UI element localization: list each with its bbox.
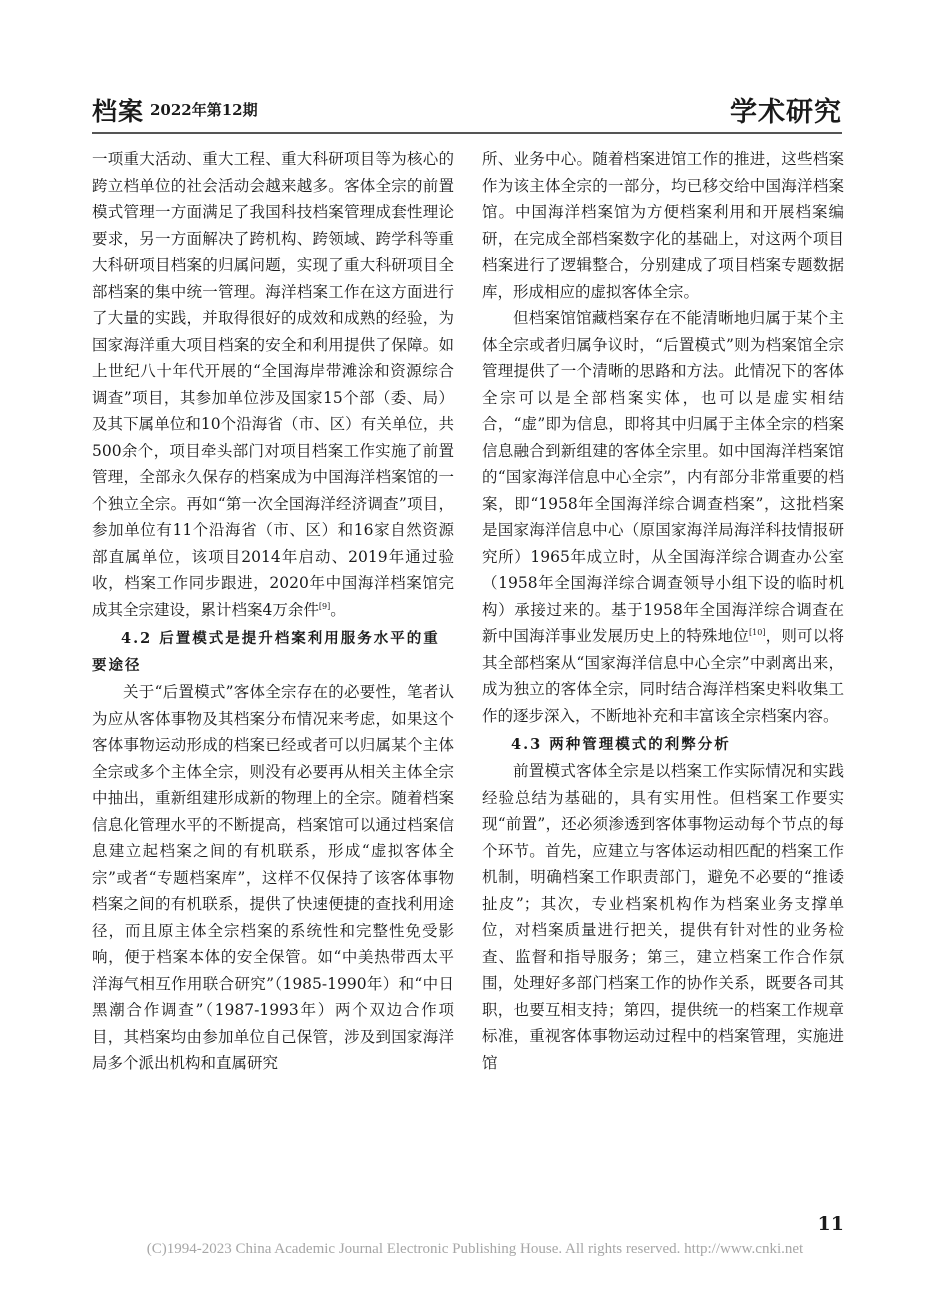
right-column bbox=[482, 146, 844, 1076]
left-column bbox=[92, 146, 454, 1077]
section-title: 学术研究 bbox=[730, 97, 842, 128]
paragraph: 关于“后置模式”客体全宗存在的必要性，笔者认为应从客体事物及其档案分布情况来考虑，如果这个客体事物运动形成的档案已经或者可以归属某个主体全宗或多个主体全宗，则没有必要再从相关主体全宗中抽出，重新组建形成新的物理上的全宗。随着档案信息化管理水平的不断提高，档案馆可以通过档案信息建立起档案之间的有机联系，形成“虚拟客体全宗”或者“专题档案库”，这样不仅保持了该客体事物档案之间的有机联系，提供了快速便捷的查找利用途径，而且原主体全宗档案的系统性和完整性免受影响，便于档案本体的安全保管。如“中美热带西太平洋海气相互作用联合研究”（1985-1990年）和“中日黑潮合作调查”（1987-1993年）两个双边合作项目，其档案均由参加单位自己保管，涉及到国家海洋局多个派出机构和直属研究 bbox=[92, 683, 454, 1072]
header-divider bbox=[92, 132, 842, 134]
section-heading-4-2: 4.2 后置模式是提升档案利用服务水平的重要途径 bbox=[92, 630, 440, 674]
page-number: 11 bbox=[817, 1213, 844, 1235]
issue-label: 2022年第12期 bbox=[150, 101, 258, 119]
paragraph: 一项重大活动、重大工程、重大科研项目等为核心的跨立档单位的社会活动会越来越多。客体全宗的前置模式管理一方面满足了我国科技档案管理成套性理论要求，另一方面解决了跨机构、跨领域、跨学科等重大科研项目档案的归属问题，实现了重大科研项目全部档案的集中统一管理。海洋档案工作在这方面进行了大量的实践，并取得很好的成效和成熟的经验，为国家海洋重大项目档案的安全和利用提供了保障。如上世纪八十年代开展的“全国海岸带滩涂和资源综合调查”项目，其参加单位涉及国家15个部（委、局）及其下属单位和10个沿海省（市、区）有关单位，共500余个，项目牵头部门对项目档案工作实施了前置管理，全部永久保存的档案成为中国海洋档案馆的一个独立全宗。再如“第一次全国海洋经济调查”项目，参加单位有11个沿海省（市、区）和16家自然资源部直属单位，该项目2014年启动、2019年通过验收，档案工作同步跟进，2020年中国海洋档案馆完成其全宗建设，累计档案4万余件[9]。 bbox=[92, 150, 454, 619]
section-heading-4-3: 4.3 两种管理模式的利弊分析 bbox=[511, 736, 731, 753]
paragraph: 所、业务中心。随着档案进馆工作的推进，这些档案作为该主体全宗的一部分，均已移交给中国海洋档案馆。中国海洋档案馆为方便档案利用和开展档案编研，在完成全部档案数字化的基础上，对这两个项目档案进行了逻辑整合，分别建成了项目档案专题数据库，形成相应的虚拟客体全宗。 bbox=[482, 150, 844, 301]
paragraph: 但档案馆馆藏档案存在不能清晰地归属于某个主体全宗或者归属争议时，“后置模式”则为档案馆全宗管理提供了一个清晰的思路和方法。此情况下的客体全宗可以是全部档案实体，也可以是虚实相结合，“虚”即为信息，即将其中归属于主体全宗的档案信息融合到新组建的客体全宗里。如中国海洋档案馆的“国家海洋信息中心全宗”，内有部分非常重要的档案，即“1958年全国海洋综合调查档案”，这批档案是国家海洋信息中心（原国家海洋局海洋科技情报研究所）1965年成立时，从全国海洋综合调查办公室（1958年全国海洋综合调查领导小组下设的临时机构）承接过来的。基于1958年全国海洋综合调查在新中国海洋事业发展历史上的特殊地位[10]，则可以将其全部档案从“国家海洋信息中心全宗”中剥离出来，成为独立的客体全宗，同时结合海洋档案史料收集工作的逐步深入，不断地补充和丰富该全宗档案内容。 bbox=[482, 309, 844, 725]
page-header bbox=[92, 88, 842, 128]
citation-ref[interactable]: [9] bbox=[318, 601, 331, 611]
paragraph: 前置模式客体全宗是以档案工作实际情况和实践经验总结为基础的，具有实用性。但档案工作要实现“前置”，还必须渗透到客体事物运动每个节点的每个环节。首先，应建立与客体运动相匹配的档案工作机制，明确档案工作职责部门，避免不必要的“推诿扯皮”；其次，专业档案机构作为档案业务支撑单位，对档案质量进行把关，提供有针对性的业务检查、监督和指导服务；第三，建立档案工作合作氛围，处理好多部门档案工作的协作关系，既要各司其职，也要互相支持；第四，提供统一的档案工作规章标准，重视客体事物运动过程中的档案管理，实施进馆 bbox=[482, 762, 844, 1072]
copyright-notice: (C)1994-2023 China Academic Journal Electronic Publishing House. All rights reserved. http://www.cnki.net bbox=[146, 1241, 804, 1257]
citation-ref[interactable]: [10] bbox=[749, 627, 766, 637]
journal-name: 档案 bbox=[92, 97, 145, 126]
